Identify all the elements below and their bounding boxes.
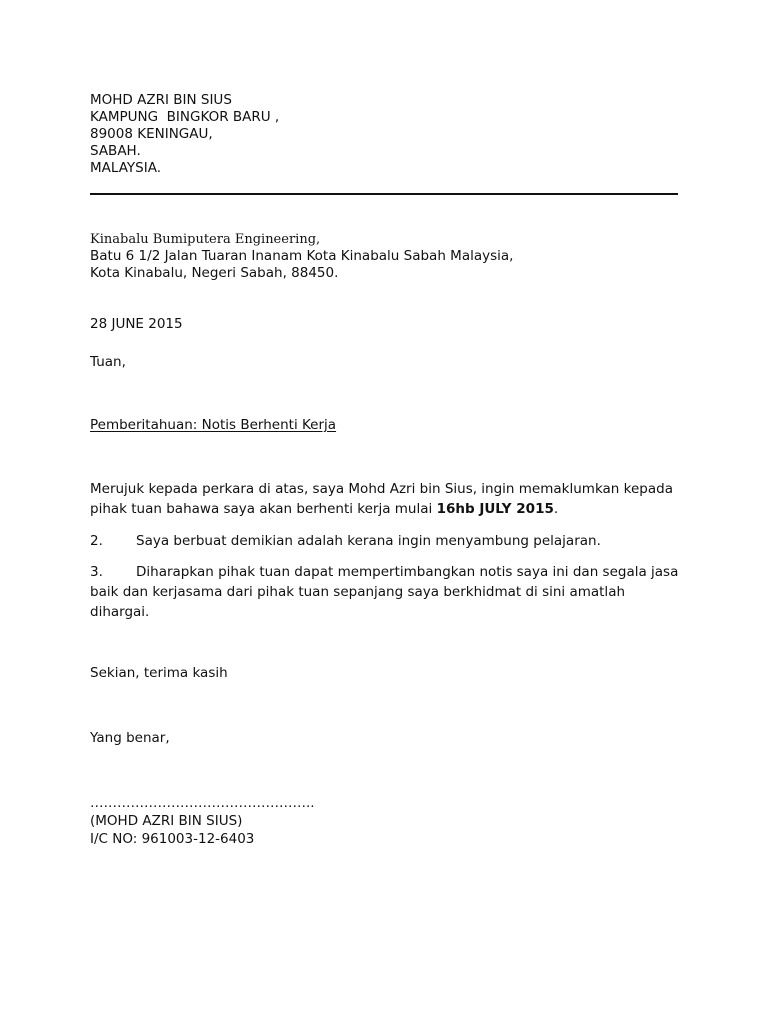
sender-state: SABAH. bbox=[90, 143, 141, 159]
paragraph-1-end: . bbox=[553, 501, 559, 517]
paragraph-2-number: 2. bbox=[90, 533, 103, 549]
sender-name: MOHD AZRI BIN SIUS bbox=[90, 92, 232, 108]
signatory-ic: I/C NO: 961003-12-6403 bbox=[90, 831, 255, 847]
recipient-address-line1: Batu 6 1/2 Jalan Tuaran Inanam Kota Kinabalu Sabah Malaysia, bbox=[90, 248, 514, 264]
paragraph-1-date: 16hb JULY 2015 bbox=[436, 501, 554, 517]
salutation: Tuan, bbox=[90, 354, 126, 370]
signatory-name: (MOHD AZRI BIN SIUS) bbox=[90, 813, 243, 829]
sender-address-line1: KAMPUNG BINGKOR BARU , bbox=[90, 109, 280, 125]
paragraph-3-number: 3. bbox=[90, 564, 103, 580]
paragraph-2-text: Saya berbuat demikian adalah kerana ingin menyambung pelajaran. bbox=[136, 533, 601, 549]
body-paragraph-1 bbox=[90, 479, 680, 519]
paragraph-1-text: Merujuk kepada perkara di atas, saya Mohd Azri bin Sius, ingin memaklumkan kepada pihak tuan bahawa saya akan berhenti kerja mulai bbox=[90, 481, 673, 517]
sender-address-line2: 89008 KENINGAU, bbox=[90, 126, 213, 142]
header-divider bbox=[90, 193, 678, 195]
paragraph-3-text: Diharapkan pihak tuan dapat mempertimbangkan notis saya ini dan segala jasa baik dan kerjasama dari pihak tuan sepanjang saya berkhidmat di sini amatlah dihargai. bbox=[90, 564, 679, 620]
recipient-company: Kinabalu Bumiputera Engineering, bbox=[90, 232, 321, 247]
signature-line: ………………………………………….. bbox=[90, 795, 315, 811]
body-paragraph-3 bbox=[90, 562, 680, 622]
sender-country: MALAYSIA. bbox=[90, 160, 161, 176]
body-paragraph-2 bbox=[90, 531, 680, 551]
sign-off: Yang benar, bbox=[90, 730, 170, 746]
closing: Sekian, terima kasih bbox=[90, 665, 228, 681]
recipient-address-line2: Kota Kinabalu, Negeri Sabah, 88450. bbox=[90, 265, 339, 281]
letter-date: 28 JUNE 2015 bbox=[90, 316, 183, 332]
letter-subject: Pemberitahuan: Notis Berhenti Kerja bbox=[90, 417, 337, 433]
